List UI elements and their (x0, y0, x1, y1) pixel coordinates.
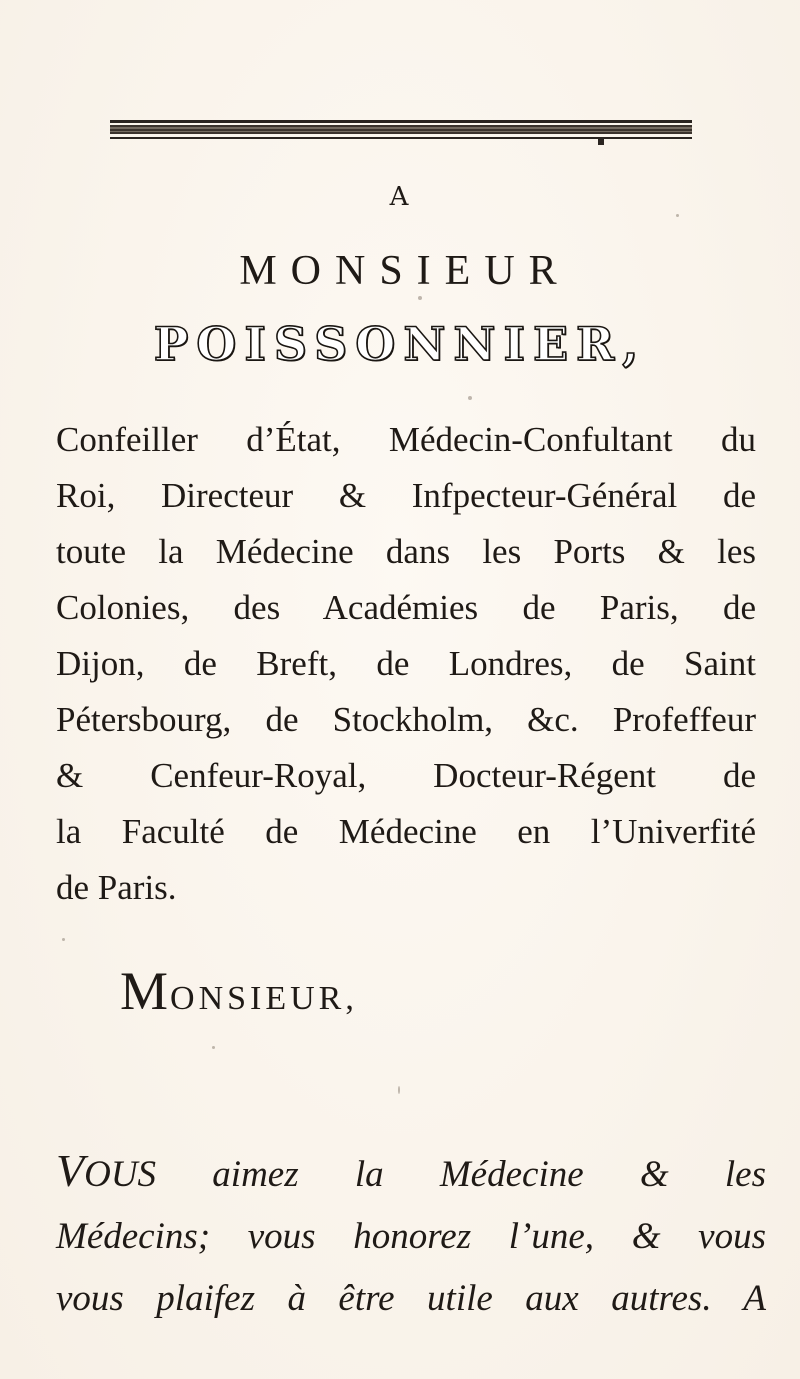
titles-line: Roi, Directeur & Infpecteur-Général de (56, 476, 756, 515)
salutation-rest: ONSIEUR, (170, 980, 358, 1017)
addressee-name: POISSONNIER, (153, 317, 647, 371)
salutation-initial: M (120, 961, 171, 1021)
titles-line: Pétersbourg, de Stockholm, &c. Profeffeur (56, 700, 756, 739)
titles-line: toute la Médecine dans les Ports & les (56, 532, 756, 571)
titles-line: & Cenfeur-Royal, Docteur-Régent de (56, 756, 756, 795)
paper-speck (468, 396, 472, 400)
titles-paragraph (56, 412, 756, 916)
paper-speck (676, 214, 679, 217)
paper-speck (398, 1086, 400, 1094)
addressee-prefix: A (389, 182, 411, 212)
letter-line: vous plaifez à être utile aux autres. A (56, 1278, 766, 1319)
titles-line: Colonies, des Académies de Paris, de (56, 588, 756, 627)
paper-speck (418, 296, 422, 300)
header-ornament-band (110, 118, 692, 146)
letter-line-1-rest: OUS aimez la Médecine & les (84, 1154, 766, 1195)
titles-line: la Faculté de Médecine en l’Univerfité (56, 812, 756, 851)
titles-line: de Paris. (56, 868, 177, 907)
letter-dropcap: V (56, 1145, 85, 1196)
letter-line (56, 1140, 766, 1206)
salutation (120, 960, 358, 1022)
titles-line: Confeiller d’État, Médecin-Confultant du (56, 420, 756, 459)
paper-speck (212, 1046, 215, 1049)
addressee-title: MONSIEUR (239, 248, 571, 294)
letter-line: Médecins; vous honorez l’une, & vous (56, 1216, 766, 1257)
letter-opening (56, 1140, 766, 1330)
titles-line: Dijon, de Breft, de Londres, de Saint (56, 644, 756, 683)
paper-speck (62, 938, 65, 941)
